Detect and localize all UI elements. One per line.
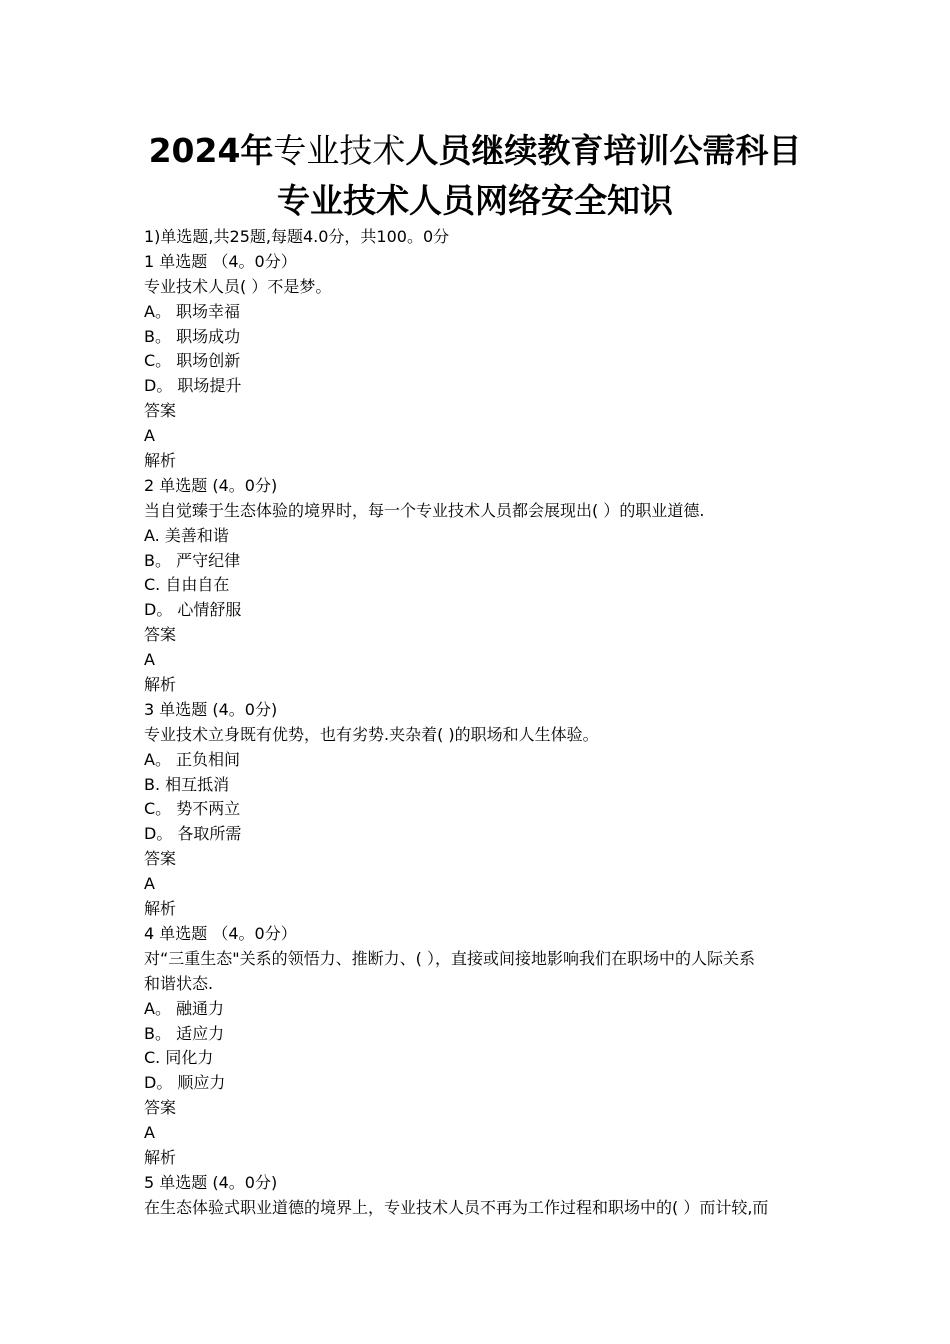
text-line: A。 融通力 [144,998,225,1018]
text-line: 专业技术人员( ）不是梦。 [144,276,332,296]
text-line: C. 同化力 [144,1048,214,1068]
text-line: A。 正负相间 [144,749,241,769]
text-line: 解析 [144,1147,177,1167]
text-line: 专业技术立身既有优势，也有劣势.夹杂着( )的职场和人生体验。 [144,724,599,744]
document-body [144,225,824,1221]
text-line: A [144,1123,155,1143]
text-line: 和谐状态. [144,973,214,993]
text-line: D。 各取所需 [144,824,242,844]
text-line: C。 职场创新 [144,351,241,371]
text-line: 解析 [144,675,177,695]
text-line: C。 势不两立 [144,799,241,819]
text-line: 答案 [144,401,177,421]
text-line: B。 适应力 [144,1023,225,1043]
text-line: 对“三重生态"关系的领悟力、推断力、( ），直接或间接地影响我们在职场中的人际关系 [144,948,755,968]
text-line: 答案 [144,1098,177,1118]
text-line: A [144,426,155,446]
text-line: 5 单选题 (4。0分) [144,1172,278,1192]
text-line: A。 职场幸福 [144,301,241,321]
text-line: 解析 [144,451,177,471]
text-line: 1 单选题 （4。0分） [144,251,297,271]
text-line: 答案 [144,849,177,869]
title-year: 2024年 [148,131,274,170]
text-line: D。 职场提升 [144,376,242,396]
title-continuing-education: 人员继续教育培训公需科目 [405,131,802,170]
text-line: D。 心情舒服 [144,600,242,620]
text-line: 3 单选题 (4。0分) [144,699,278,719]
text-line: 答案 [144,625,177,645]
text-line: B. 相互抵消 [144,774,230,794]
text-line: A [144,650,155,670]
document-title-line-1 [0,131,950,171]
text-line: B。 严守纪律 [144,550,241,570]
text-line: A [144,874,155,894]
text-line: 1)单选题,共25题,每题4.0分，共100。0分 [144,227,450,246]
text-line: 4 单选题 （4。0分） [144,923,297,943]
text-line: 解析 [144,899,177,919]
text-line: C. 自由自在 [144,575,230,595]
title-professional-tech: 专业技术 [273,131,406,170]
text-line: D。 顺应力 [144,1073,226,1093]
text-line: A. 美善和谐 [144,525,229,545]
document-title-line-2: 专业技术人员网络安全知识 [277,181,673,220]
text-line: B。 职场成功 [144,326,241,346]
text-line: 当自觉臻于生态体验的境界时，每一个专业技术人员都会展现出( ）的职业道德. [144,500,705,520]
text-line: 在生态体验式职业道德的境界上，专业技术人员不再为工作过程和职场中的( ）而计较,而 [144,1197,769,1217]
text-line: 2 单选题 (4。0分) [144,475,278,495]
